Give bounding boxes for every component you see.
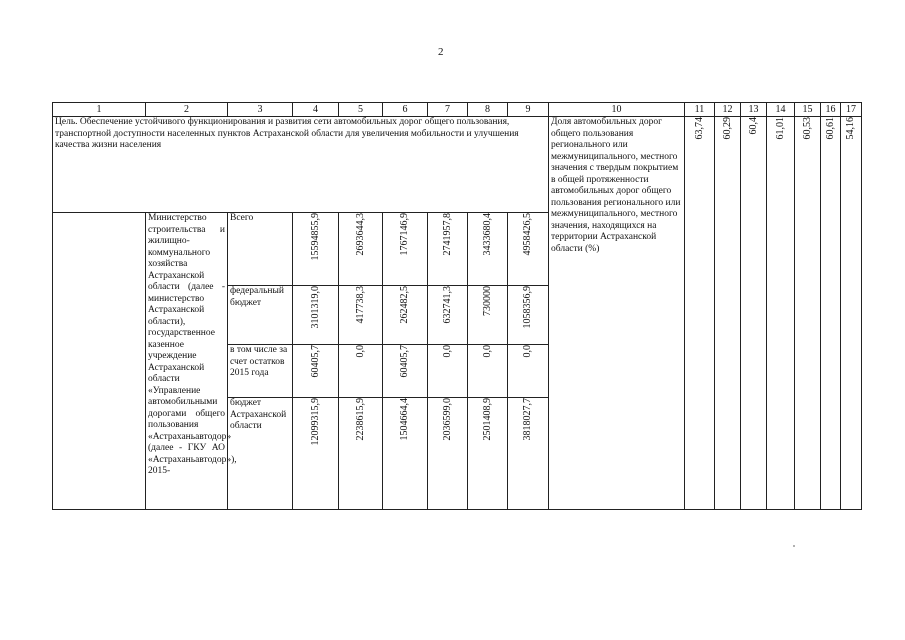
funding-value: 12099315,9 xyxy=(309,398,321,446)
value-cell xyxy=(339,345,383,398)
value-cell xyxy=(508,398,549,510)
goal-row xyxy=(53,117,862,213)
value-cell xyxy=(468,213,508,286)
header-cell: 17 xyxy=(841,103,862,117)
header-cell: 14 xyxy=(767,103,795,117)
value-cell xyxy=(428,286,468,345)
funding-value: 0,0 xyxy=(354,345,366,358)
page-number: 2 xyxy=(438,46,444,58)
empty-cell xyxy=(53,213,146,510)
target-value: 54,16 xyxy=(845,117,857,140)
target-value: 60,29 xyxy=(721,117,733,140)
program-table xyxy=(52,102,862,510)
value-cell xyxy=(383,398,428,510)
header-cell: 2 xyxy=(146,103,228,117)
funding-value: 2693644,3 xyxy=(354,213,366,256)
header-cell: 8 xyxy=(468,103,508,117)
funding-value: 632741,3 xyxy=(441,286,453,324)
value-cell xyxy=(508,286,549,345)
funding-value: 2036599,0 xyxy=(441,398,453,441)
funding-source: в том числе за счет остатков 2015 года xyxy=(228,345,293,398)
header-row xyxy=(53,103,862,117)
funding-value: 2501408,9 xyxy=(481,398,493,441)
header-cell: 5 xyxy=(339,103,383,117)
funding-value: 730000 xyxy=(481,286,493,316)
funding-source: Всего xyxy=(228,213,293,286)
target-value: 60,4 xyxy=(747,117,759,135)
target-cell xyxy=(821,117,841,510)
value-cell xyxy=(468,398,508,510)
header-cell: 9 xyxy=(508,103,549,117)
funding-value: 1504664,4 xyxy=(399,398,411,441)
funding-value: 2741957,8 xyxy=(441,213,453,256)
value-cell xyxy=(468,286,508,345)
target-cell xyxy=(715,117,741,510)
value-cell xyxy=(293,345,339,398)
header-cell: 6 xyxy=(383,103,428,117)
funding-value: 0,0 xyxy=(481,345,493,358)
target-value: 60,53 xyxy=(801,117,813,140)
funding-value: 262482,5 xyxy=(399,286,411,324)
funding-value: 0,0 xyxy=(522,345,534,358)
funding-value: 1058356,9 xyxy=(522,286,534,329)
value-cell xyxy=(508,345,549,398)
funding-value: 417738,3 xyxy=(354,286,366,324)
header-cell: 3 xyxy=(228,103,293,117)
header-cell: 12 xyxy=(715,103,741,117)
value-cell xyxy=(383,345,428,398)
value-cell xyxy=(428,345,468,398)
value-cell xyxy=(428,213,468,286)
value-cell xyxy=(339,213,383,286)
indicator-text: Доля автомобильных дорог общего пользования регионального или межмуниципального, местного значения с твердым покрытием в общей протяженности автомобильных дорог общего пользования регионального или межмуниципального, местного значения, находящихся на территории Астраханской области (%) xyxy=(549,117,685,510)
target-cell xyxy=(795,117,821,510)
target-cell xyxy=(767,117,795,510)
funding-value: 0,0 xyxy=(441,345,453,358)
goal-text: Цель. Обеспечение устойчивого функционирования и развития сети автомобильных дорог общего пользования, транспортной доступности населенных пунктов Астраханской области для увеличения мобильности и улучшения качества жизни населения xyxy=(53,117,549,213)
target-value: 61,01 xyxy=(774,117,786,140)
funding-value: 3433680,4 xyxy=(481,213,493,256)
scan-speck xyxy=(793,545,795,547)
organization-text: Министерство строительства и жилищно-коммунального хозяйства Астраханской области (далее - министерство Астраханской области), государственное казенное учреждение Астраханской области «Управление автомобильными дорогами общего пользования «Астраханьавтодор» (далее - ГКУ АО «Астраханьавтодор»), 2015- xyxy=(146,213,228,510)
target-cell xyxy=(841,117,862,510)
value-cell xyxy=(428,398,468,510)
value-cell xyxy=(383,286,428,345)
value-cell xyxy=(293,286,339,345)
funding-value: 15594855,9 xyxy=(309,213,321,261)
funding-value: 60405,7 xyxy=(309,345,321,378)
value-cell xyxy=(339,398,383,510)
value-cell xyxy=(293,213,339,286)
target-value: 63,74 xyxy=(693,117,705,140)
funding-source: бюджет Астраханской области xyxy=(228,398,293,510)
value-cell xyxy=(339,286,383,345)
header-cell: 11 xyxy=(685,103,715,117)
funding-value: 3101319,0 xyxy=(309,286,321,329)
header-cell: 16 xyxy=(821,103,841,117)
target-cell xyxy=(685,117,715,510)
header-cell: 13 xyxy=(741,103,767,117)
funding-value: 2238615,9 xyxy=(354,398,366,441)
value-cell xyxy=(508,213,549,286)
header-cell: 15 xyxy=(795,103,821,117)
funding-value: 60405,7 xyxy=(399,345,411,378)
value-cell xyxy=(293,398,339,510)
funding-source: федеральный бюджет xyxy=(228,286,293,345)
header-cell: 1 xyxy=(53,103,146,117)
value-cell xyxy=(468,345,508,398)
funding-value: 1767146,9 xyxy=(399,213,411,256)
target-cell xyxy=(741,117,767,510)
header-cell: 10 xyxy=(549,103,685,117)
funding-value: 3818027,7 xyxy=(522,398,534,441)
header-cell: 7 xyxy=(428,103,468,117)
value-cell xyxy=(383,213,428,286)
header-cell: 4 xyxy=(293,103,339,117)
target-value: 60,61 xyxy=(824,117,836,140)
funding-value: 4958426,5 xyxy=(522,213,534,256)
